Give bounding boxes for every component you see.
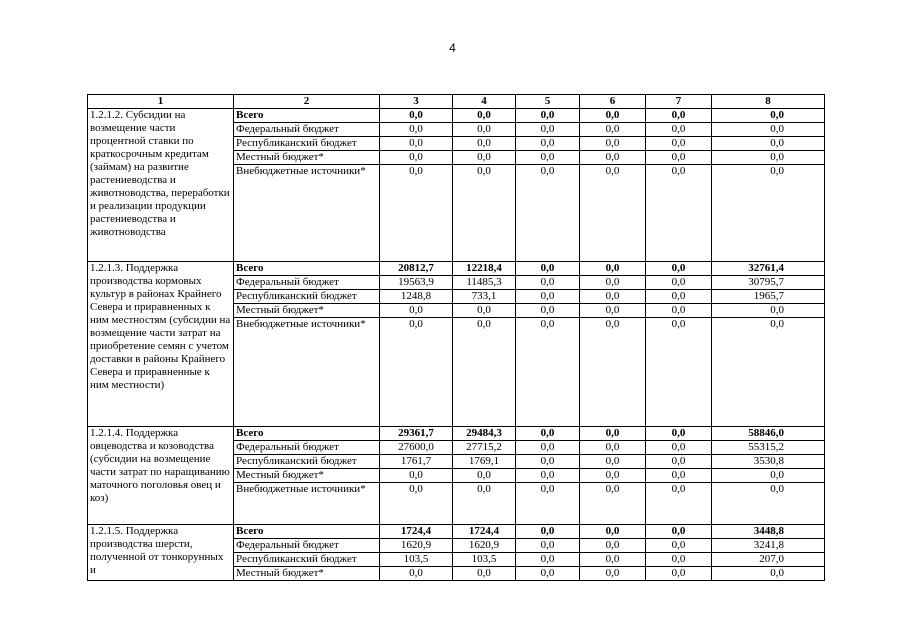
amount-cell: 0,0 [646, 441, 712, 455]
amount-cell: 0,0 [712, 123, 825, 137]
amount-cell: 1620,9 [453, 539, 516, 553]
amount-cell: 0,0 [646, 525, 712, 539]
amount-cell: 0,0 [646, 290, 712, 304]
amount-cell: 0,0 [646, 109, 712, 123]
amount-cell: 19563,9 [380, 276, 453, 290]
amount-cell: 0,0 [516, 165, 580, 262]
amount-cell: 58846,0 [712, 427, 825, 441]
amount-cell: 0,0 [580, 427, 646, 441]
funding-source: Всего [234, 525, 380, 539]
column-header: 2 [234, 95, 380, 109]
funding-source: Всего [234, 427, 380, 441]
amount-cell: 0,0 [646, 553, 712, 567]
amount-cell: 0,0 [580, 262, 646, 276]
amount-cell: 0,0 [646, 123, 712, 137]
funding-source: Всего [234, 109, 380, 123]
amount-cell: 3448,8 [712, 525, 825, 539]
funding-source: Местный бюджет* [234, 567, 380, 581]
amount-cell: 0,0 [516, 525, 580, 539]
amount-cell: 0,0 [580, 539, 646, 553]
amount-cell: 11485,3 [453, 276, 516, 290]
column-header: 5 [516, 95, 580, 109]
amount-cell: 0,0 [380, 304, 453, 318]
amount-cell: 0,0 [516, 553, 580, 567]
amount-cell: 0,0 [580, 455, 646, 469]
funding-source: Местный бюджет* [234, 151, 380, 165]
amount-cell: 0,0 [580, 290, 646, 304]
amount-cell: 0,0 [453, 483, 516, 525]
amount-cell: 207,0 [712, 553, 825, 567]
amount-cell: 0,0 [380, 137, 453, 151]
amount-cell: 12218,4 [453, 262, 516, 276]
table-header-row [88, 95, 825, 109]
amount-cell: 0,0 [516, 567, 580, 581]
funding-source: Внебюджетные источники* [234, 318, 380, 427]
amount-cell: 0,0 [712, 137, 825, 151]
amount-cell: 0,0 [580, 441, 646, 455]
amount-cell: 0,0 [516, 469, 580, 483]
amount-cell: 29484,3 [453, 427, 516, 441]
amount-cell: 0,0 [712, 483, 825, 525]
amount-cell: 0,0 [646, 469, 712, 483]
funding-source: Местный бюджет* [234, 469, 380, 483]
table-row [88, 525, 825, 539]
amount-cell: 0,0 [712, 304, 825, 318]
amount-cell: 0,0 [712, 567, 825, 581]
column-header: 8 [712, 95, 825, 109]
amount-cell: 29361,7 [380, 427, 453, 441]
table-row [88, 262, 825, 276]
amount-cell: 0,0 [580, 567, 646, 581]
amount-cell: 0,0 [646, 276, 712, 290]
amount-cell: 733,1 [453, 290, 516, 304]
amount-cell: 0,0 [516, 318, 580, 427]
amount-cell: 1248,8 [380, 290, 453, 304]
amount-cell: 0,0 [380, 123, 453, 137]
amount-cell: 0,0 [516, 123, 580, 137]
amount-cell: 0,0 [712, 109, 825, 123]
amount-cell: 0,0 [580, 109, 646, 123]
funding-source: Республиканский бюджет [234, 455, 380, 469]
amount-cell: 0,0 [646, 483, 712, 525]
amount-cell: 1724,4 [453, 525, 516, 539]
amount-cell: 0,0 [516, 151, 580, 165]
amount-cell: 0,0 [580, 525, 646, 539]
table-row [88, 109, 825, 123]
column-header: 7 [646, 95, 712, 109]
amount-cell: 1965,7 [712, 290, 825, 304]
amount-cell: 0,0 [712, 151, 825, 165]
measure-description: 1.2.1.4. Поддержка овцеводства и козоводства (субсидии на возмещение части затрат по наращиванию маточного поголовья овец и коз) [88, 427, 234, 525]
amount-cell: 0,0 [646, 539, 712, 553]
amount-cell: 0,0 [580, 304, 646, 318]
amount-cell: 0,0 [516, 304, 580, 318]
amount-cell: 0,0 [516, 441, 580, 455]
amount-cell: 0,0 [580, 123, 646, 137]
amount-cell: 0,0 [646, 455, 712, 469]
amount-cell: 0,0 [516, 137, 580, 151]
column-header: 1 [88, 95, 234, 109]
column-header: 4 [453, 95, 516, 109]
measure-description: 1.2.1.3. Поддержка производства кормовых культур в районах Крайнего Севера и приравненных к ним местностям (субсидии на возмещение части затрат на приобретение семян с учетом доставки в районы Крайнего Севера и приравненные к ним местности) [88, 262, 234, 427]
amount-cell: 0,0 [380, 567, 453, 581]
measure-description: 1.2.1.2. Субсидии на возмещение части процентной ставки по краткосрочным кредитам (займам) на развитие растениеводства и животноводства, переработки и реализации продукции растениеводства и животноводства [88, 109, 234, 262]
amount-cell: 103,5 [453, 553, 516, 567]
amount-cell: 0,0 [646, 165, 712, 262]
funding-source: Федеральный бюджет [234, 123, 380, 137]
amount-cell: 0,0 [516, 290, 580, 304]
funding-source: Всего [234, 262, 380, 276]
amount-cell: 27600,0 [380, 441, 453, 455]
amount-cell: 1724,4 [380, 525, 453, 539]
amount-cell: 0,0 [646, 427, 712, 441]
funding-source: Федеральный бюджет [234, 539, 380, 553]
amount-cell: 3241,8 [712, 539, 825, 553]
amount-cell: 0,0 [516, 427, 580, 441]
amount-cell: 32761,4 [712, 262, 825, 276]
column-header: 6 [580, 95, 646, 109]
amount-cell: 0,0 [380, 469, 453, 483]
amount-cell: 0,0 [516, 276, 580, 290]
amount-cell: 0,0 [580, 151, 646, 165]
measure-description: 1.2.1.5. Поддержка производства шерсти, полученной от тонкорунных и [88, 525, 234, 581]
amount-cell: 0,0 [580, 469, 646, 483]
amount-cell: 0,0 [453, 151, 516, 165]
amount-cell: 0,0 [453, 123, 516, 137]
amount-cell: 0,0 [380, 318, 453, 427]
amount-cell: 0,0 [580, 276, 646, 290]
amount-cell: 103,5 [380, 553, 453, 567]
amount-cell: 0,0 [453, 318, 516, 427]
amount-cell: 0,0 [712, 318, 825, 427]
table-body [88, 109, 825, 581]
funding-source: Местный бюджет* [234, 304, 380, 318]
table-row [88, 427, 825, 441]
amount-cell: 0,0 [380, 109, 453, 123]
amount-cell: 20812,7 [380, 262, 453, 276]
amount-cell: 1761,7 [380, 455, 453, 469]
amount-cell: 0,0 [646, 304, 712, 318]
funding-source: Внебюджетные источники* [234, 165, 380, 262]
amount-cell: 1620,9 [380, 539, 453, 553]
amount-cell: 0,0 [712, 165, 825, 262]
amount-cell: 0,0 [453, 567, 516, 581]
funding-source: Республиканский бюджет [234, 137, 380, 151]
amount-cell: 0,0 [516, 455, 580, 469]
amount-cell: 0,0 [453, 304, 516, 318]
amount-cell: 30795,7 [712, 276, 825, 290]
amount-cell: 0,0 [580, 165, 646, 262]
amount-cell: 0,0 [646, 318, 712, 427]
amount-cell: 0,0 [516, 539, 580, 553]
amount-cell: 3530,8 [712, 455, 825, 469]
amount-cell: 0,0 [646, 262, 712, 276]
amount-cell: 27715,2 [453, 441, 516, 455]
amount-cell: 0,0 [516, 109, 580, 123]
funding-source: Внебюджетные источники* [234, 483, 380, 525]
funding-source: Республиканский бюджет [234, 553, 380, 567]
column-header: 3 [380, 95, 453, 109]
funding-source: Республиканский бюджет [234, 290, 380, 304]
amount-cell: 0,0 [453, 469, 516, 483]
amount-cell: 1769,1 [453, 455, 516, 469]
funding-source: Федеральный бюджет [234, 276, 380, 290]
amount-cell: 0,0 [712, 469, 825, 483]
amount-cell: 0,0 [453, 137, 516, 151]
amount-cell: 0,0 [580, 553, 646, 567]
amount-cell: 0,0 [646, 567, 712, 581]
amount-cell: 0,0 [516, 483, 580, 525]
page-number: 4 [449, 41, 456, 55]
amount-cell: 0,0 [453, 165, 516, 262]
amount-cell: 0,0 [580, 137, 646, 151]
amount-cell: 55315,2 [712, 441, 825, 455]
amount-cell: 0,0 [646, 151, 712, 165]
amount-cell: 0,0 [646, 137, 712, 151]
amount-cell: 0,0 [580, 483, 646, 525]
budget-table [87, 94, 825, 581]
amount-cell: 0,0 [580, 318, 646, 427]
amount-cell: 0,0 [380, 151, 453, 165]
amount-cell: 0,0 [516, 262, 580, 276]
funding-source: Федеральный бюджет [234, 441, 380, 455]
amount-cell: 0,0 [380, 483, 453, 525]
amount-cell: 0,0 [380, 165, 453, 262]
amount-cell: 0,0 [453, 109, 516, 123]
